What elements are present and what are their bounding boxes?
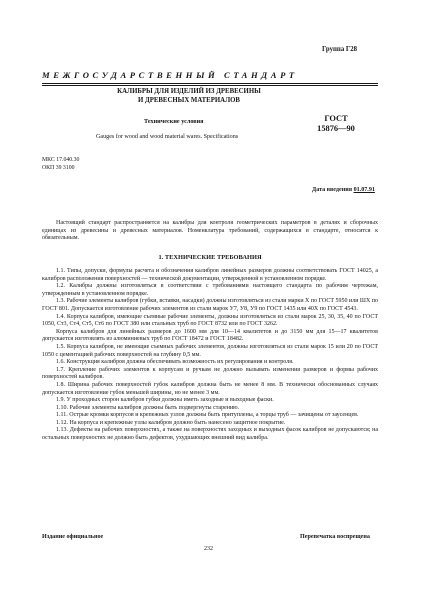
paragraph-1-7: 1.7. Крепление рабочих элементов к корпусам и ручкам не должно вызывать изменения размеров и формы рабочих поверхностей калибров. [42, 366, 378, 381]
mks-code: МКС 17.040.30 [42, 157, 80, 163]
paragraph-1-10: 1.10. Рабочие элементы калибров должны быть подвергнуты старению. [56, 404, 240, 411]
paragraph-1-3: 1.3. Рабочие элементы калибров (губки, вставки, насадки) должны изготовляться из стали марки Х по ГОСТ 5950 или ШХ по ГОСТ 801. Допускается изготовление рабочих элементов из стали марок У7, У8, У9 по ГОСТ 1435 или 40Х по ГОСТ 4543. [42, 298, 379, 312]
page-number: 232 [204, 546, 213, 552]
intro-text: Настоящий стандарт распространяется на калибры для контроля геометрических параметров в деталях и сборочных единицах из древесины и древесных материалов. Номенклатура требований, содержащихся в стандарте, относится к обязательным. [42, 220, 378, 242]
official-edition-note: Издание официальное [42, 534, 104, 540]
classification-codes [42, 157, 79, 172]
paragraph-1-9: 1.9. У проходных сторон калибров губки должны иметь заходные и выходные фаски. [56, 397, 274, 404]
header-rule-bottom [42, 85, 378, 86]
standard-number [316, 114, 356, 134]
paragraph-1-1: 1.1. Типы, допуски, формулы расчета и обозначения калибров линейных размеров должны соответствовать ГОСТ 14025, а калибров расположения поверхностей — технической документации, утвержденной в установленном порядке. [42, 268, 378, 282]
title-line-2: И ДРЕВЕСНЫХ МАТЕРИАЛОВ [138, 96, 240, 104]
okp-code: ОКП 39 3100 [42, 164, 75, 171]
english-title: Gauges for wood and wood material wares. Specifications [96, 134, 239, 140]
introduction-date [312, 187, 375, 193]
paragraph-1-4: 1.4. Корпуса калибров, имеющие съемные рабочие элементы, должны изготовляться из стали марок 25, 30, 35, 40 по ГОСТ 1050, Ст3, Ст4, Ст5, Ст6 по ГОСТ 380 или стальных труб по ГОСТ 8732 или по ГОСТ 3262. [42, 313, 378, 328]
interstate-standard-heading: МЕЖГОСУДАРСТВЕННЫЙ СТАНДАРТ [42, 70, 298, 80]
intro-date-value: 01.07.91 [353, 187, 375, 193]
paragraph-1-13: 1.13. Дефекты на рабочих поверхностях, а также на поверхностях заходных и выходных фасок калибров не допускаются; на остальных поверхностях не должно быть дефектов, ухудшающих внешний вид калибра. [42, 427, 378, 442]
header-rule-top [42, 83, 378, 84]
paragraph-1-6: 1.6. Конструкция калибров должна обеспечивать возможность их регулирования и контроля. [56, 359, 294, 366]
document-title [104, 88, 294, 105]
group-code: Группа Г28 [322, 46, 358, 53]
intro-paragraph [42, 220, 378, 243]
document-subtitle: Технические условия [144, 118, 204, 125]
section-title: 1. ТЕХНИЧЕСКИЕ ТРЕБОВАНИЯ [158, 254, 262, 261]
paragraph-1-2: 1.2. Калибры должны изготовляться в соответствии с требованиями настоящего стандарта по рабочим чертежам, утвержденным в установленном порядке. [42, 283, 378, 297]
standard-code: 15876—90 [317, 124, 355, 133]
intro-date-label: Дата введения [312, 187, 353, 193]
standard-name: ГОСТ [324, 114, 348, 123]
requirements-body [42, 268, 378, 443]
paragraph-1-8: 1.8. Ширина рабочих поверхностей губок калибров должна быть не менее 8 мм. В технически обоснованных случаях допускается изготовление губок меньшей ширины, но не менее 3 мм. [42, 381, 378, 396]
paragraph-1-5: 1.5. Корпуса калибров, не имеющие съемных рабочих элементов, должны изготовляться из стали марок 15 или 20 по ГОСТ 1050 с цементацией рабочих поверхностей на глубину 0,5 мм. [42, 343, 378, 358]
paragraph-1-12: 1.12. На корпуса и крепежные узлы калибров должно быть нанесено защитное покрытие. [56, 419, 286, 426]
reprint-prohibited-note: Перепечатка воспрещена [300, 534, 370, 540]
title-line-1: КАЛИБРЫ ДЛЯ ИЗДЕЛИЙ ИЗ ДРЕВЕСИНЫ [117, 88, 261, 95]
paragraph-1-4-note: Корпуса калибров для линейных размеров до 1600 мм для 10—14 квалитетов и до 3150 мм для 15—17 квалитетов допускается изготовлять из алюминиевых труб по ГОСТ 18472 и ГОСТ 18482. [42, 328, 378, 343]
paragraph-1-11: 1.11. Острые кромки корпусов и крепежных узлов должны быть притуплены, а торцы труб — зачищены от заусенцев. [56, 412, 359, 419]
